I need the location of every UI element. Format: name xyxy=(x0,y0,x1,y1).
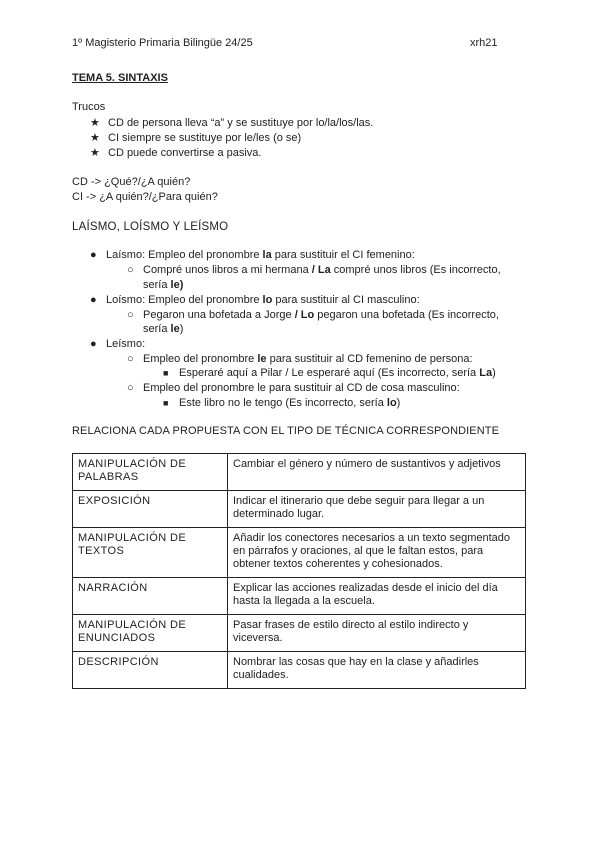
star-icon: ★ xyxy=(90,132,100,144)
leismo-sub-2: ○ Empleo del pronombre le para sustituir al CD de cosa masculino: xyxy=(127,382,460,394)
tecnica-cell: DESCRIPCIÓN xyxy=(73,652,228,689)
tecnica-cell: MANIPULACIÓN DE ENUNCIADOS xyxy=(73,615,228,652)
laismo-example-cont: sería le) xyxy=(143,279,184,291)
square-bullet-icon: ■ xyxy=(163,368,169,378)
square-bullet-icon: ■ xyxy=(163,398,169,408)
leismo-sub-1: ○ Empleo del pronombre le para sustituir al CD femenino de persona: xyxy=(127,353,473,365)
page-title: TEMA 5. SINTAXIS xyxy=(72,72,168,84)
table-row xyxy=(73,491,526,528)
propuesta-cell: Pasar frases de estilo directo al estilo indirecto y viceversa. xyxy=(228,615,526,652)
loismo-example-cont: sería le) xyxy=(143,323,184,335)
loismo-example: ○ Pegaron una bofetada a Jorge / Lo pegaron una bofetada (Es incorrecto, xyxy=(127,309,499,321)
tecnica-cell: MANIPULACIÓN DE PALABRAS xyxy=(73,454,228,491)
section-heading: LAÍSMO, LOÍSMO Y LEÍSMO xyxy=(72,221,229,233)
table-row xyxy=(73,528,526,578)
propuesta-cell: Nombrar las cosas que hay en la clase y añadirles cualidades. xyxy=(228,652,526,689)
relaciona-heading: RELACIONA CADA PROPUESTA CON EL TIPO DE TÉCNICA CORRESPONDIENTE xyxy=(72,425,500,437)
star-icon: ★ xyxy=(90,117,100,129)
header-code: xrh21 xyxy=(470,37,498,49)
relaciona-table xyxy=(72,453,526,689)
leismo-sub-2-example: ■ Este libro no le tengo (Es incorrecto, sería lo) xyxy=(163,397,401,409)
circle-bullet-icon: ○ xyxy=(127,353,134,365)
list-item: ★ CD de persona lleva “a” y se sustituye por lo/la/los/las. xyxy=(90,117,374,129)
table-row xyxy=(73,454,526,491)
table-row xyxy=(73,615,526,652)
loismo-item: ● Loísmo: Empleo del pronombre lo para sustituir al CI masculino: xyxy=(90,294,420,306)
list-item: ★ CI siempre se sustituye por le/les (o se) xyxy=(90,132,302,144)
propuesta-cell: Cambiar el género y número de sustantivos y adjetivos xyxy=(228,454,526,491)
bullet-icon: ● xyxy=(90,338,97,350)
cd-question: CD -> ¿Qué?/¿A quién? xyxy=(72,176,191,188)
tecnica-cell: NARRACIÓN xyxy=(73,578,228,615)
bullet-icon: ● xyxy=(90,294,97,306)
leismo-sub-1-example: ■ Esperaré aquí a Pilar / Le esperaré aquí (Es incorrecto, sería La) xyxy=(163,367,496,379)
table-row xyxy=(73,578,526,615)
circle-bullet-icon: ○ xyxy=(127,382,134,394)
circle-bullet-icon: ○ xyxy=(127,309,134,321)
trucos-label: Trucos xyxy=(72,101,106,113)
propuesta-cell: Explicar las acciones realizadas desde el inicio del día hasta la llegada a la escuela. xyxy=(228,578,526,615)
star-icon: ★ xyxy=(90,147,100,159)
header-course: 1º Magisterio Primaria Bilingüe 24/25 xyxy=(72,37,253,49)
table-row xyxy=(73,652,526,689)
tecnica-cell: MANIPULACIÓN DE TEXTOS xyxy=(73,528,228,578)
trucos-list xyxy=(90,116,373,161)
bullet-icon: ● xyxy=(90,249,97,261)
propuesta-cell: Indicar el itinerario que debe seguir para llegar a un determinado lugar. xyxy=(228,491,526,528)
propuesta-cell: Añadir los conectores necesarios a un texto segmentado en párrafos y oraciones, al que le faltan estos, para obtener textos coherentes y cohesionados. xyxy=(228,528,526,578)
list-item: ★ CD puede convertirse a pasiva. xyxy=(90,147,262,159)
ci-question: CI -> ¿A quién?/¿Para quién? xyxy=(72,191,218,203)
laismo-example: ○ Compré unos libros a mi hermana / La compré unos libros (Es incorrecto, xyxy=(127,264,501,276)
leismo-item: ● Leísmo: xyxy=(90,338,146,350)
laismo-item: ● Laísmo: Empleo del pronombre la para sustituir el CI femenino: xyxy=(90,249,415,261)
tecnica-cell: EXPOSICIÓN xyxy=(73,491,228,528)
circle-bullet-icon: ○ xyxy=(127,264,134,276)
